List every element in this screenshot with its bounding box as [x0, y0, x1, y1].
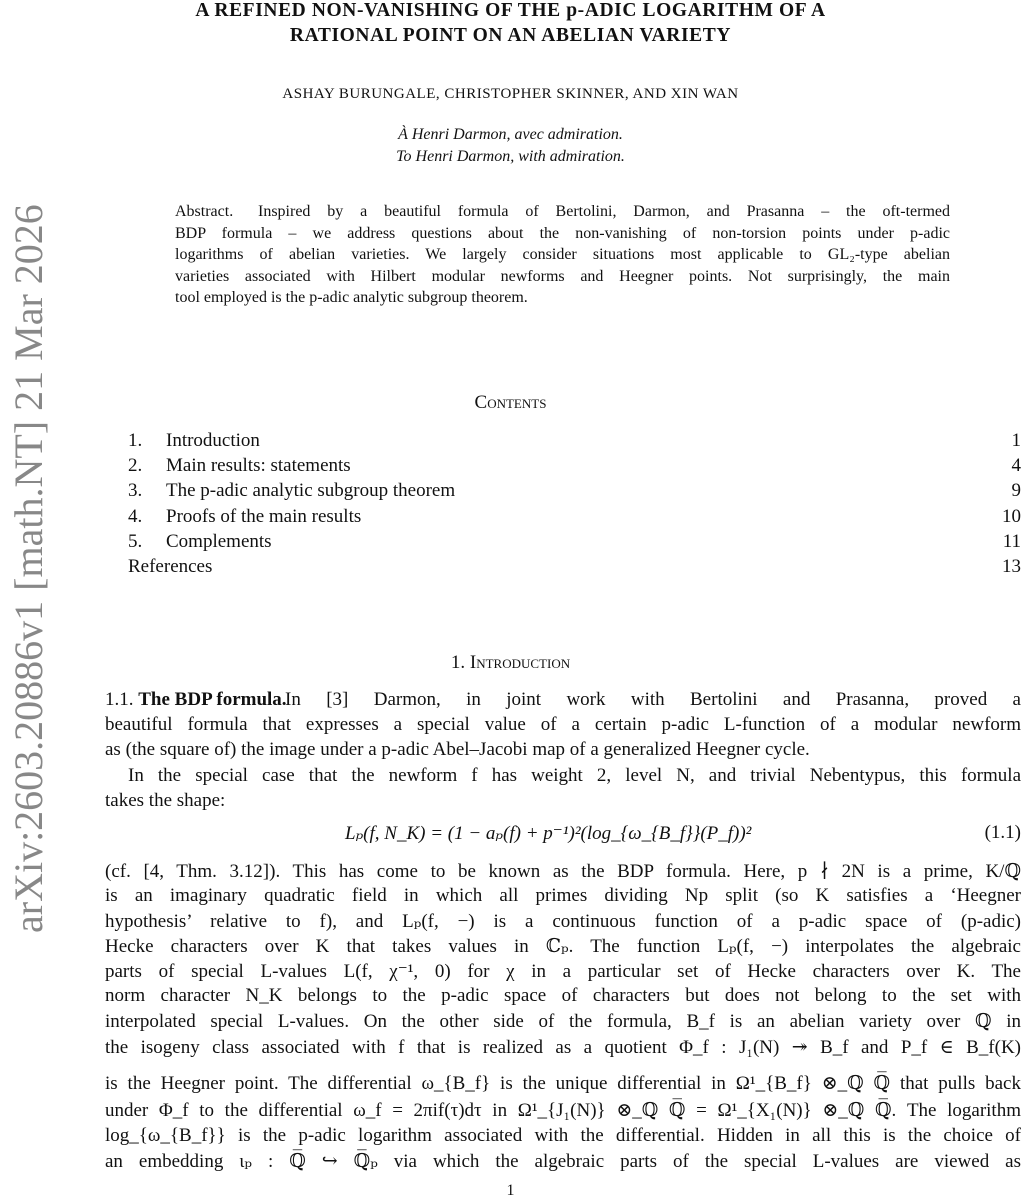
toc-number: 3. — [128, 480, 143, 501]
toc-label: References — [128, 556, 213, 577]
subsection-number: 1.1. — [105, 689, 134, 710]
paper-title-line-1: A REFINED NON-VANISHING OF THE p-ADIC LOGARITHM OF A — [195, 0, 826, 21]
body-line: is an imaginary quadratic field in which all primes dividing Np split (so K satisfies a ‘Heegner — [105, 885, 1021, 906]
contents-heading: Contents — [474, 392, 547, 413]
abstract-line: Inspired by a beautiful formula of Bertolini, Darmon, and Prasanna – the oft-termed — [258, 203, 950, 220]
toc-entry[interactable] — [128, 556, 1021, 578]
abstract-line: BDP formula – we address questions about the non-vanishing of non-torsion points under p-adic — [175, 225, 950, 242]
dedication-english: To Henri Darmon, with admiration. — [396, 148, 625, 165]
body-line: parts of special L-values L(f, χ⁻¹, 0) for χ in a particular set of Hecke characters over K. The — [105, 961, 1021, 982]
paper-title-line-2: RATIONAL POINT ON AN ABELIAN VARIETY — [289, 25, 732, 46]
body-line: beautiful formula that expresses a special value of a certain p-adic L-function of a modular newform — [105, 714, 1021, 735]
toc-page: 11 — [1002, 531, 1021, 552]
toc-entry[interactable] — [128, 430, 1021, 452]
abstract-line: tool employed is the p-adic analytic subgroup theorem. — [175, 289, 528, 306]
body-line: under Φ_f to the differential ω_f = 2πif(τ)dτ in Ω¹_{J₁(N)} ⊗_ℚ ℚ̅ = Ω¹_{X₁(N)} ⊗_ℚ ℚ̅. The logarithm — [105, 1100, 1021, 1121]
toc-number: 1. — [128, 430, 143, 451]
arxiv-stamp: arXiv:2603.20886v1 [math.NT] 21 Mar 2026 — [6, 204, 51, 933]
body-line: In the special case that the newform f has weight 2, level N, and trivial Nebentypus, this formula — [128, 765, 1021, 786]
abstract-line: logarithms of abelian varieties. We largely consider situations most applicable to GL₂-type abelian — [175, 246, 950, 263]
body-line: hypothesis’ relative to f), and Lₚ(f, −) is a continuous function of a p-adic space of (p-adic) — [105, 911, 1021, 932]
toc-entry[interactable] — [128, 480, 1021, 502]
body-line: log_{ω_{B_f}} is the p-adic logarithm associated with the differential. Hidden in all this is the choice of — [105, 1125, 1021, 1146]
body-line: the isogeny class associated with f that is realized as a quotient Φ_f : J₁(N) ↠ B_f and P_f ∈ B_f(K) — [105, 1037, 1021, 1058]
dedication-french: À Henri Darmon, avec admiration. — [398, 126, 623, 143]
body-line: as (the square of) the image under a p-adic Abel–Jacobi map of a generalized Heegner cycle. — [105, 739, 810, 760]
toc-label: The p-adic analytic subgroup theorem — [166, 480, 456, 501]
equation-formula: Lₚ(f, N_K) = (1 − aₚ(f) + p⁻¹)²(log_{ω_{B_f}}(P_f))² — [345, 823, 752, 844]
body-line: In [3] Darmon, in joint work with Bertolini and Prasanna, proved a — [285, 689, 1021, 710]
toc-label: Introduction — [166, 430, 260, 451]
body-line: norm character N_K belongs to the p-adic space of characters but does not belong to the set with — [105, 985, 1021, 1006]
abstract-line: varieties associated with Hilbert modular newforms and Heegner points. Not surprisingly, the main — [175, 268, 950, 285]
toc-page: 1 — [1011, 430, 1021, 451]
toc-label: Complements — [166, 531, 272, 552]
toc-page: 4 — [1011, 455, 1021, 476]
toc-label: Main results: statements — [166, 455, 351, 476]
toc-label: Proofs of the main results — [166, 506, 362, 527]
authors: ASHAY BURUNGALE, CHRISTOPHER SKINNER, AND XIN WAN — [282, 86, 739, 102]
body-line: takes the shape: — [105, 790, 226, 811]
section-heading: 1. Introduction — [450, 652, 571, 673]
body-line: is the Heegner point. The differential ω_{B_f} is the unique differential in Ω¹_{B_f} ⊗_ℚ ℚ̅ that pulls back — [105, 1073, 1021, 1094]
body-line: an embedding ιₚ : ℚ̅ ↪ ℚ̅ₚ via which the algebraic parts of the special L-values are viewed as — [105, 1151, 1021, 1172]
toc-entry[interactable] — [128, 531, 1021, 553]
subsection-title: The BDP formula. — [138, 689, 287, 710]
toc-page: 10 — [1002, 506, 1021, 527]
toc-entry[interactable] — [128, 455, 1021, 477]
toc-page: 13 — [1002, 556, 1021, 577]
toc-entry[interactable] — [128, 506, 1021, 528]
subsection-heading — [105, 689, 287, 711]
toc-number: 4. — [128, 506, 143, 527]
body-line: interpolated special L-values. On the other side of the formula, B_f is an abelian variety over ℚ in — [105, 1011, 1021, 1032]
abstract-label: Abstract. — [175, 203, 234, 220]
toc-number: 2. — [128, 455, 143, 476]
page-number: 1 — [506, 1182, 515, 1199]
equation-number: (1.1) — [984, 822, 1021, 843]
body-line: Hecke characters over K that takes values in ℂₚ. The function Lₚ(f, −) interpolates the algebraic — [105, 936, 1021, 957]
toc-number: 5. — [128, 531, 143, 552]
body-line: (cf. [4, Thm. 3.12]). This has come to be known as the BDP formula. Here, p ∤ 2N is a prime, K/ℚ — [105, 861, 1021, 882]
toc-page: 9 — [1011, 480, 1021, 501]
